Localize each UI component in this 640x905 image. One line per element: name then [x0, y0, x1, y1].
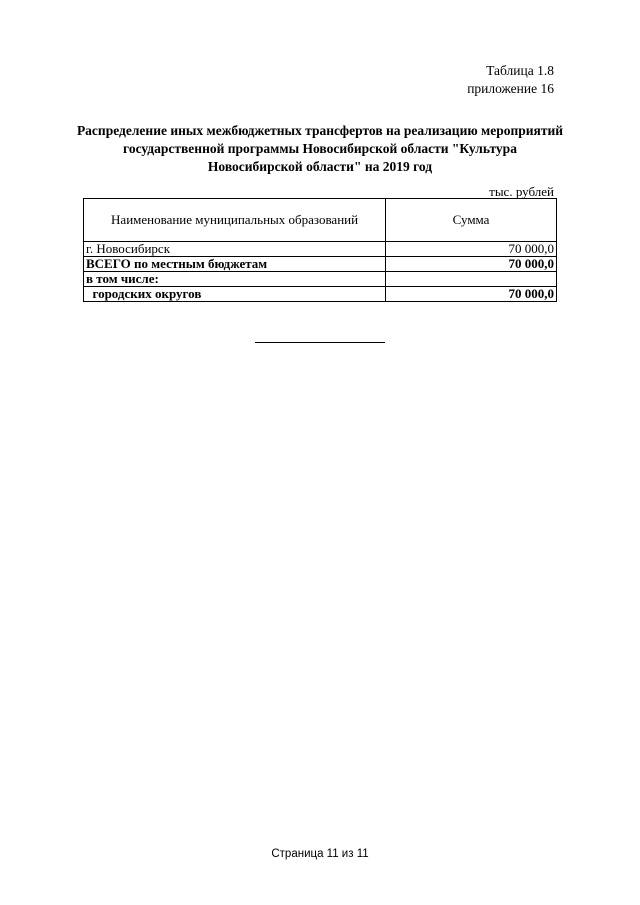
row-name: ВСЕГО по местным бюджетам	[84, 257, 386, 272]
table-label: Таблица 1.8	[486, 63, 554, 78]
row-sum	[386, 272, 557, 287]
row-sum: 70 000,0	[386, 287, 557, 302]
table-row	[84, 242, 557, 257]
document-title	[70, 122, 570, 176]
row-sum: 70 000,0	[386, 242, 557, 257]
column-header-name: Наименование муниципальных образований	[84, 199, 386, 242]
table-row-total	[84, 257, 557, 272]
row-name: в том числе:	[84, 272, 386, 287]
table-header-row	[84, 199, 557, 242]
title-line: Распределение иных межбюджетных трансфертов на реализацию мероприятий	[76, 123, 564, 138]
title-line: Новосибирской области" на 2019 год	[207, 159, 433, 174]
row-sum: 70 000,0	[386, 257, 557, 272]
table-row-city-districts	[84, 287, 557, 302]
row-name: г. Новосибирск	[84, 242, 386, 257]
row-name: городских округов	[84, 287, 386, 302]
column-header-sum: Сумма	[386, 199, 557, 242]
annex-label: приложение 16	[467, 81, 554, 96]
units-label: тыс. рублей	[489, 184, 554, 199]
page-footer: Страница 11 из 11	[271, 848, 369, 860]
separator-line	[255, 342, 385, 343]
title-line: государственной программы Новосибирской области "Культура	[123, 141, 517, 156]
transfers-table	[83, 198, 557, 302]
table-row-including	[84, 272, 557, 287]
